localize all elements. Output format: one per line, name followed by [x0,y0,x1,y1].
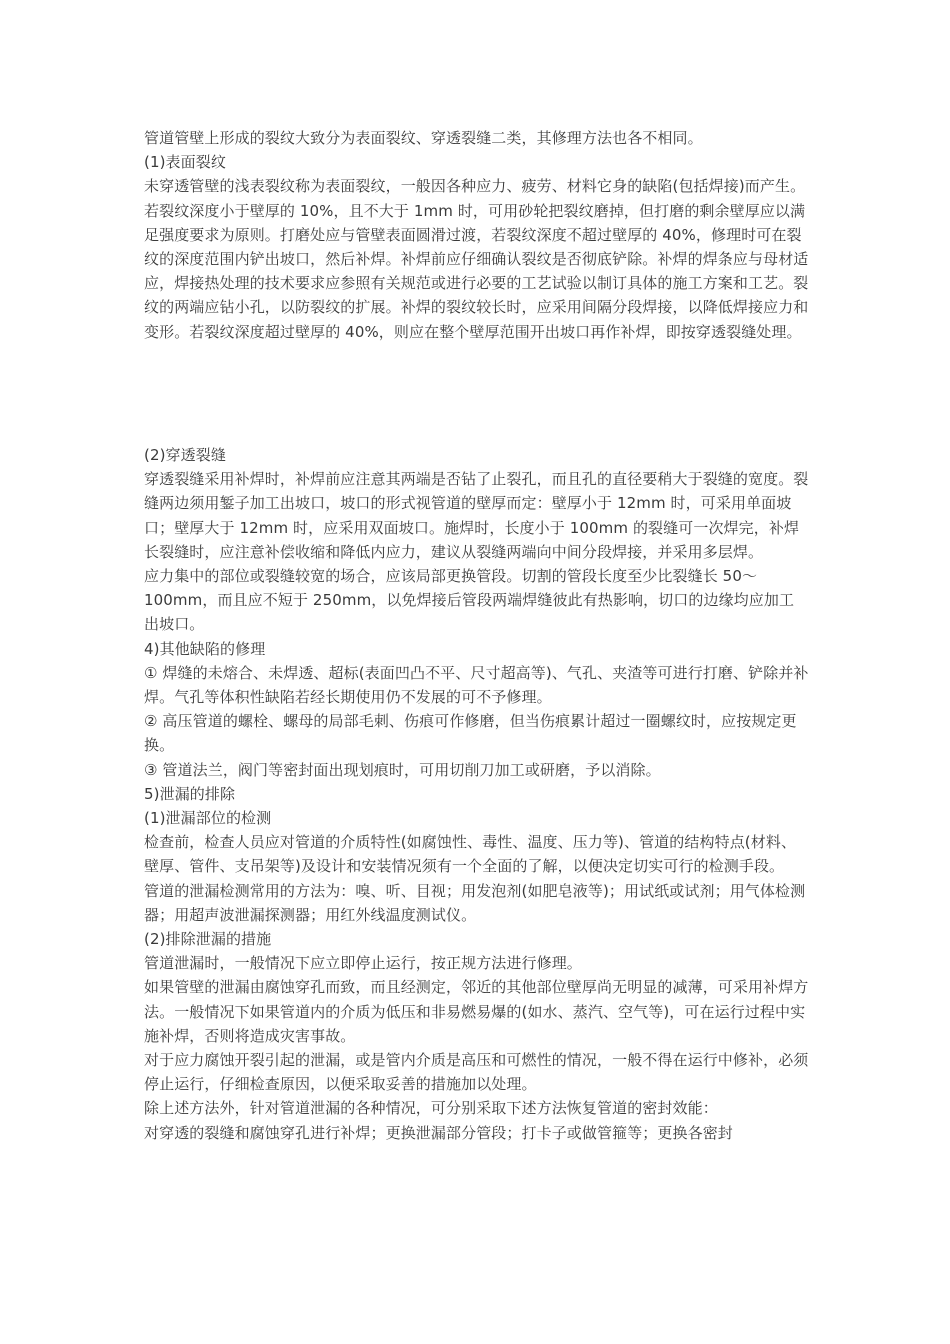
pipe-replacement-paragraph: 应力集中的部位或裂缝较宽的场合，应该局部更换管段。切割的管段长度至少比裂缝长 50～100mm，而且应不短于 250mm，以免焊接后管段两端焊缝彼此有热影响，切口的边缘均应加工出坡口。 [144,567,795,634]
leak-measures-paragraph-5: 对穿透的裂缝和腐蚀穿孔进行补焊；更换泄漏部分管段；打卡子或做管箍等；更换各密封 [144,1123,733,1142]
leak-measures-paragraph-4: 除上述方法外，针对管道泄漏的各种情况，可分别采取下述方法恢复管道的密封效能： [144,1099,718,1118]
leak-detection-heading: (1)泄漏部位的检测 [144,809,272,828]
surface-crack-paragraph: 未穿透管壁的浅表裂纹称为表面裂纹，一般因各种应力、疲劳、材料它身的缺陷(包括焊接)而产生。若裂纹深度小于壁厚的 10%，且不大于 1mm 时，可用砂轮把裂纹磨掉，但打磨的剩余壁厚应以满足强度要求为原则。打磨处应与管壁表面圆滑过渡，若裂纹深度不超过壁厚的 40%，修理时可在裂纹的深度范围内铲出坡口，然后补焊。补焊前应仔细确认裂纹是否彻底铲除。补焊的焊条应与母材适应，焊接热处理的技术要求应参照有关规范或进行必要的工艺试验以制订具体的施工方案和工艺。裂纹的两端应钻小孔，以防裂纹的扩展。补焊的裂纹较长时，应采用间隔分段焊接，以降低焊接应力和变形。若裂纹深度超过壁厚的 40%，则应在整个壁厚范围开出坡口再作补焊，即按穿透裂缝处理。 [144,177,809,341]
intro-paragraph: 管道管壁上形成的裂纹大致分为表面裂纹、穿透裂缝二类，其修理方法也各不相同。 [144,129,703,147]
defect-item-3: ③ 管道法兰，阀门等密封面出现划痕时，可用切削刀加工或研磨，予以消除。 [144,760,661,779]
leak-measures-paragraph-1: 管道泄漏时，一般情况下应立即停止运行，按正规方法进行修理。 [144,954,582,973]
surface-crack-heading: (1)表面裂纹 [144,153,226,172]
through-crack-heading: (2)穿透裂缝 [144,446,226,464]
defect-item-1: ① 焊缝的未熔合、未焊透、超标(表面凹凸不平、尺寸超高等)、气孔、夹渣等可进行打磨、铲除并补焊。气孔等体积性缺陷若经长期使用仍不发展的可不予修理。 [144,663,809,707]
leak-detection-paragraph-2: 管道的泄漏检测常用的方法为：嗅、听、目视；用发泡剂(如肥皂液等)；用试纸或试剂；用气体检测器；用超声波泄漏探测器；用红外线温度测试仪。 [144,881,806,924]
leak-measures-paragraph-2: 如果管壁的泄漏由腐蚀穿孔而致，而且经测定，邻近的其他部位壁厚尚无明显的减薄，可采用补焊方法。一般情况下如果管道内的介质为低压和非易燃易爆的(如水、蒸汽、空气等)，可在运行过程中实施补焊，否则将造成灾害事故。 [144,978,809,1045]
other-defects-heading: 4)其他缺陷的修理 [144,639,266,658]
leak-detection-paragraph-1: 检查前，检查人员应对管道的介质特性(如腐蚀性、毒性、温度、压力等)、管道的结构特点(材料、壁厚、管件、支吊架等)及设计和安装情况须有一个全面的了解，以便决定切实可行的检测手段。 [144,833,797,876]
through-crack-and-leak-section [144,443,809,1145]
crack-repair-section [144,126,809,344]
leak-measures-paragraph-3: 对于应力腐蚀开裂引起的泄漏，或是管内介质是高压和可燃性的情况，一般不得在运行中修补，必须停止运行，仔细检查原因，以便采取妥善的措施加以处理。 [144,1051,809,1094]
through-crack-paragraph: 穿透裂缝采用补焊时，补焊前应注意其两端是否钻了止裂孔，而且孔的直径要稍大于裂缝的宽度。裂缝两边须用錾子加工出坡口，坡口的形式视管道的壁厚而定：壁厚小于 12mm 时，可采用单面坡口；壁厚大于 12mm 时，应采用双面坡口。施焊时，长度小于 100mm 的裂缝可一次焊完，补焊长裂缝时，应注意补偿收缩和降低内应力，建议从裂缝两端向中间分段焊接，并采用多层焊。 [144,470,809,561]
defect-item-2: ② 高压管道的螺栓、螺母的局部毛刺、伤痕可作修磨，但当伤痕累计超过一圈螺纹时，应按规定更换。 [144,712,797,755]
leak-removal-heading: 5)泄漏的排除 [144,784,236,803]
leak-measures-heading: (2)排除泄漏的措施 [144,930,272,949]
